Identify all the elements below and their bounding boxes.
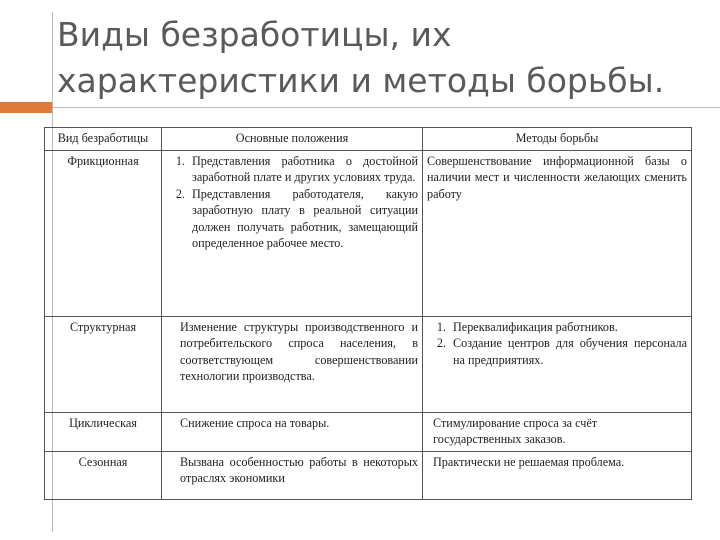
unemployment-table xyxy=(44,127,692,500)
point-text: Вызвана особенностью работы в некоторых отраслях экономики xyxy=(180,454,418,485)
table-row xyxy=(45,451,692,499)
slide-title: Виды безработицы, их характеристики и методы борьбы. xyxy=(57,15,665,100)
row-methods: Стимулирование спроса за счёт государственных заказов. xyxy=(423,412,692,451)
table-row xyxy=(45,412,692,451)
list-item: 2. Представления работодателя, какую заработную плату в реальной ситуации должен получать работник, замещающий определенное рабочее место. xyxy=(188,186,418,252)
row-type: Структурная xyxy=(45,316,162,412)
point-text: Изменение структуры производственного и потребительского спроса населения, в соответствующем совершенствовании технологии производства. xyxy=(180,319,418,383)
header-methods: Методы борьбы xyxy=(423,128,692,151)
row-points xyxy=(162,412,423,451)
header-points: Основные положения xyxy=(162,128,423,151)
table-row xyxy=(45,150,692,316)
table-row xyxy=(45,316,692,412)
title-divider xyxy=(52,107,720,108)
row-methods: Практически не решаемая проблема. xyxy=(423,451,692,499)
row-methods xyxy=(423,316,692,412)
list-item: 1. Представления работника о достойной заработной плате и других условиях труда. xyxy=(188,153,418,186)
row-points xyxy=(162,150,423,316)
accent-bar xyxy=(0,102,52,113)
row-type: Циклическая xyxy=(45,412,162,451)
table-header-row xyxy=(45,128,692,151)
row-methods: Совершенствование информационной базы о наличии мест и численности желающих сменить работу xyxy=(423,150,692,316)
point-text: Снижение спроса на товары. xyxy=(180,415,330,430)
list-item: 1. Переквалификация работников. xyxy=(449,319,687,336)
row-points xyxy=(162,451,423,499)
header-type: Вид безработицы xyxy=(45,128,162,151)
row-type: Сезонная xyxy=(45,451,162,499)
row-points xyxy=(162,316,423,412)
list-item: 2. Создание центров для обучения персонала на предприятиях. xyxy=(449,335,687,368)
row-type: Фрикционная xyxy=(45,150,162,316)
